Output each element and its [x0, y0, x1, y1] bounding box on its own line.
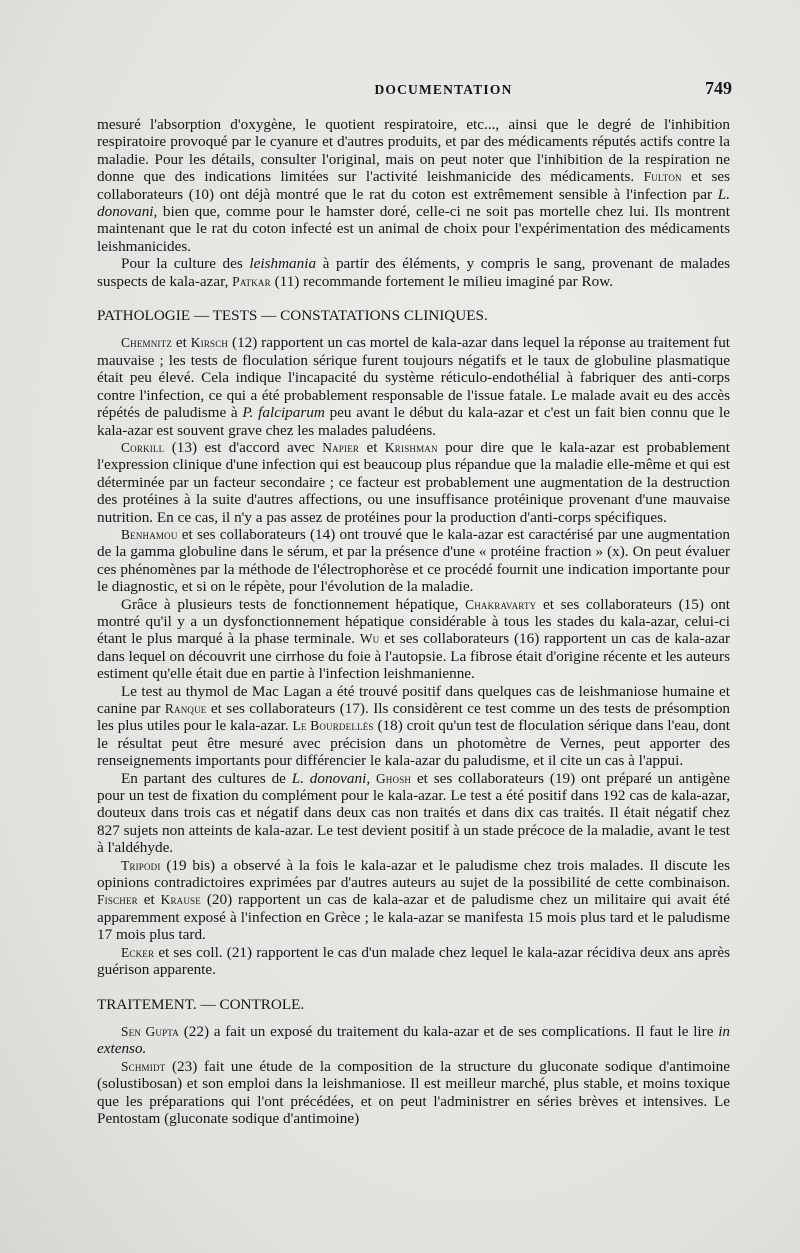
paragraph: Chemnitz et Kirsch (12) rapportent un cas mortel de kala-azar dans lequel la réponse au traitement fut mauvaise ; les tests de floculation sérique furent toujours négatifs et le taux de globuline plasmatique était peu élevé. Cela indique l'incapacité du système réticulo-endothélial à fabriquer des anti-corps contre l'infection, ce qui a été probablement responsable de l'issue fatale. Le malade avait eu des accès répétés de paludisme à P. falciparum peu avant le début du kala-azar et c'est un fait bien connu que le kala-azar est souvent grave chez les malades paludéens.: [97, 334, 731, 439]
author-name: Ecker: [121, 944, 155, 960]
body-text-top: [97, 116, 730, 290]
species-name: L. donovani,: [97, 185, 730, 221]
author-name: Schmidt: [121, 1058, 166, 1074]
running-title: DOCUMENTATION: [374, 82, 513, 97]
section-traitement: [97, 1023, 730, 1127]
author-name: Patkar: [232, 273, 271, 289]
paragraph: mesuré l'absorption d'oxygène, le quotient respiratoire, etc..., ainsi que le degré de l'inhibition respiratoire provoqué par le cyanure et d'autres produits, et par des médicaments réputés actifs contre la maladie. Pour les détails, consulter l'original, mais on peut noter que l'inhibition de la respiration ne donne que des indications limitées sur l'activité leishmanicide des médicaments. Fulton et ses collaborateurs (10) ont déjà montré que le rat du coton est extrêmement sensible à l'infection par L. donovani, bien que, comme pour le hamster doré, celle-ci ne soit pas mortelle chez lui. Ils montrent maintenant que le rat du coton infecté est un animal de choix pour l'expérimentation des médicaments leishmanicides.: [97, 116, 731, 255]
paragraph: Ecker et ses coll. (21) rapportent le cas d'un malade chez lequel le kala-azar récidiva deux ans après guérison apparente.: [97, 943, 731, 979]
section-heading: TRAITEMENT. — CONTROLE.: [97, 995, 305, 1013]
species-name: L. donovani,: [291, 769, 371, 787]
paragraph: En partant des cultures de L. donovani, Ghosh et ses collaborateurs (19) ont préparé un antigène pour un test de fixation du complément pour le kala-azar. Le test a été positif dans 192 cas de kala-azar, douteux dans trois cas et négatif dans deux cas non traités et dans dix cas traités. Il était négatif chez 827 sujets non atteints de kala-azar. Le test devient positif à un stade précoce de la maladie, avant le test à l'aldéhyde.: [97, 769, 730, 857]
paragraph: Sen Gupta (22) a fait un exposé du traitement du kala-azar et de ses complications. Il faut le lire in extenso.: [97, 1022, 731, 1058]
paragraph: Corkill (13) est d'accord avec Napier et Krishman pour dire que le kala-azar est probablement l'expression clinique d'une infection qui est beaucoup plus répandue que la maladie elle-même et qui est déterminée par un facteur secondaire ; ce facteur est probablement une augmentation de la destruction des protéines à la suite d'autres affections, ou une insuffisance protéinique provenant d'une mauvaise nutrition. En ce cas, il n'y a pas assez de protéines pour la production d'anti-corps spécifiques.: [97, 438, 730, 526]
author-name: Kirsch: [190, 335, 229, 351]
author-name: Napier: [322, 439, 360, 455]
species-name: leishmania: [249, 255, 317, 273]
author-name: Tripodi: [121, 857, 161, 873]
author-name: Fulton: [643, 169, 682, 185]
species-name: P. falciparum: [242, 404, 325, 422]
author-name: Sen Gupta: [121, 1023, 179, 1039]
author-name: Le Bourdellès: [292, 718, 374, 734]
page-number: 749: [705, 78, 732, 98]
paragraph: Schmidt (23) fait une étude de la composition de la structure du gluconate sodique d'antimoine (solustibosan) et son emploi dans la leishmaniose. Il est meilleur marché, plus stable, et moins toxique que les préparations qui l'ont précédées, et on peut l'administrer en séries brèves et intensives. Le Pentostam (gluconate sodique d'antimoine): [97, 1057, 730, 1127]
section-heading: PATHOLOGIE — TESTS — CONSTATATIONS CLINIQUES.: [97, 307, 488, 325]
author-name: Ghosh: [375, 770, 412, 786]
paragraph: Grâce à plusieurs tests de fonctionnement hépatique, Chakravarty et ses collaborateurs (15) ont montré qu'il y a un dysfonctionnement hépatique considérable à tous les stades du kala-azar, celui-ci étant le plus marqué à la phase terminale. Wu et ses collaborateurs (16) rapportent un cas de kala-azar dans lequel on découvrit une cirrhose du foie à l'autopsie. La fibrose était d'origine récente et les auteurs estiment qu'elle était due en partie à l'infection leishmanienne.: [97, 595, 731, 683]
paragraph: Pour la culture des leishmania à partir des éléments, y compris le sang, provenant de malades suspects de kala-azar, Patkar (11) recommande fortement le milieu imaginé par Row.: [97, 255, 730, 290]
paragraph: Le test au thymol de Mac Lagan a été trouvé positif dans quelques cas de leishmaniose humaine et canine par Ranque et ses collaborateurs (17). Ils considèrent ce test comme un des tests de présomption les plus utiles pour le kala-azar. Le Bourdellès (18) croit qu'un test de floculation sérique dans l'eau, dont le résultat peut être mesuré avec précision dans un photomètre de Vernes, peut apporter des renseignements importants pour différencier le kala-azar du paludisme, et il cite un cas à l'appui.: [97, 682, 731, 770]
author-name: Chakravarty: [465, 596, 537, 612]
author-name: Krause: [160, 892, 201, 908]
section-pathologie: [97, 334, 730, 978]
author-name: Wu: [359, 631, 380, 647]
author-name: Chemnitz: [121, 335, 173, 351]
page-header: [97, 78, 730, 104]
paragraph: Benhamou et ses collaborateurs (14) ont trouvé que le kala-azar est caractérisé par une augmentation de la gamma globuline dans le sérum, et par la présence d'une « protéine fraction » (x). On peut évaluer ces phénomènes par la méthode de l'électrophorèse et ce procédé fournit une indication importante pour le diagnostic, et si on le répète, pour l'évolution de la maladie.: [97, 525, 731, 596]
author-name: Krishman: [384, 439, 438, 455]
author-name: Fischer: [97, 892, 138, 908]
paragraph: Tripodi (19 bis) a observé à la fois le kala-azar et le paludisme chez trois malades. Il discute les opinions contradictoires exprimées par d'autres auteurs au sujet de la possibilité de cette combinaison. Fischer et Krause (20) rapportent un cas de kala-azar et de paludisme chez un militaire qui avait été apparemment exposé à l'infection en Grèce ; le kala-azar se manifesta 15 mois plus tard et le paludisme 17 mois plus tard.: [97, 856, 731, 944]
author-name: Corkill: [121, 439, 165, 455]
author-name: Benhamou: [121, 526, 178, 542]
author-name: Ranque: [164, 701, 207, 716]
latin-phrase: in extenso.: [97, 1022, 731, 1058]
